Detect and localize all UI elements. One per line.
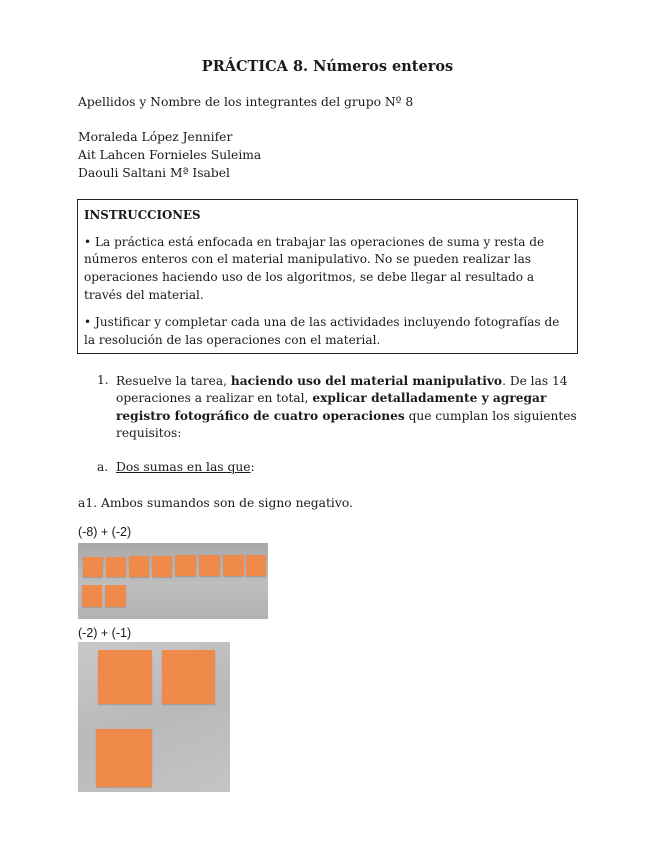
instruction-line: • Justificar y completar cada una de las actividades incluyendo fotografías de: [84, 315, 560, 329]
instruction-line: través del material.: [84, 288, 204, 302]
instruction-line: operaciones haciendo uso de los algoritmos, se debe llegar al resultado a: [84, 270, 535, 284]
operation-label: (-8) + (-2): [78, 525, 132, 539]
tile: [223, 555, 244, 576]
tile: [152, 556, 172, 577]
tile: [129, 556, 149, 577]
task-emphasis: explicar detalladamente y agregar: [312, 391, 547, 405]
tile: [162, 650, 215, 704]
tile: [82, 585, 102, 607]
task-text: operaciones a realizar en total,: [116, 391, 313, 405]
member-name: Moraleda López Jennifer: [78, 130, 233, 144]
instructions-box: [77, 199, 578, 354]
subsection-colon: :: [250, 460, 255, 474]
subsection-label: Dos sumas en las que: [116, 460, 251, 474]
task-line: [116, 408, 578, 425]
instruction-line: números enteros con el material manipulativo. No se pueden realizar las: [84, 252, 531, 266]
task-line: [116, 390, 578, 407]
group-heading: Apellidos y Nombre de los integrantes del grupo Nº 8: [78, 95, 414, 109]
subsection-letter: a.: [97, 460, 109, 474]
page-title: PRÁCTICA 8. Números enteros: [201, 58, 454, 75]
task-line: requisitos:: [116, 426, 182, 440]
tile: [98, 650, 152, 704]
instruction-line: la resolución de las operaciones con el material.: [84, 333, 381, 347]
a1-statement: a1. Ambos sumandos son de signo negativo.: [78, 496, 353, 510]
task-emphasis: haciendo uso del material manipulativo: [230, 374, 503, 388]
instructions-heading: INSTRUCCIONES: [84, 208, 201, 222]
instruction-line: • La práctica está enfocada en trabajar las operaciones de suma y resta de: [84, 235, 545, 249]
tile: [105, 585, 126, 607]
task-text: Resuelve la tarea,: [116, 374, 231, 388]
photo-operation-2: [78, 642, 230, 792]
task-number: 1.: [97, 373, 109, 387]
task-emphasis: registro fotográfico de cuatro operaciones: [116, 409, 405, 423]
tile: [83, 557, 103, 577]
tile: [106, 557, 126, 577]
subsection-heading: [116, 460, 255, 474]
tile: [199, 555, 220, 576]
task-line: [116, 373, 578, 390]
tile: [246, 555, 266, 576]
operation-label: (-2) + (-1): [78, 626, 132, 640]
tile: [96, 729, 152, 787]
member-name: Daouli Saltani Mª Isabel: [78, 166, 230, 180]
task-text: . De las 14: [502, 374, 568, 388]
member-name: Ait Lahcen Fornieles Suleima: [78, 148, 262, 162]
tile: [175, 555, 196, 576]
photo-operation-1: [78, 543, 268, 619]
task-text: que cumplan los siguientes: [404, 409, 577, 423]
